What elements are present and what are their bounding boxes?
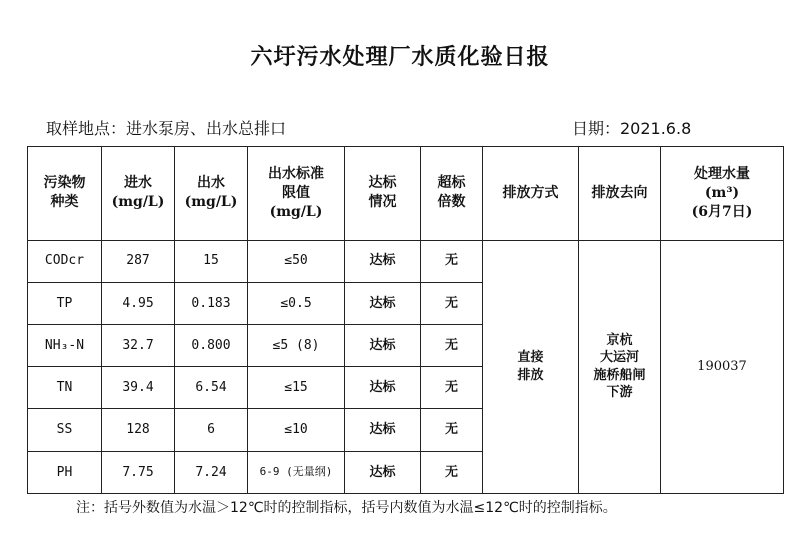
header-item: 污染物 种类 — [28, 147, 102, 241]
row-limit: ≤50 — [248, 240, 345, 282]
row-item: TP — [28, 282, 102, 324]
row-times-over: 无 — [421, 282, 483, 324]
row-item: PH — [28, 451, 102, 493]
row-influent: 4.95 — [102, 282, 175, 324]
row-effluent: 15 — [175, 240, 248, 282]
row-times-over: 无 — [421, 367, 483, 409]
row-effluent: 6.54 — [175, 367, 248, 409]
discharge-mode-cell: 直接 排放 — [483, 240, 579, 493]
row-influent: 7.75 — [102, 451, 175, 493]
row-times-over: 无 — [421, 325, 483, 367]
row-influent: 128 — [102, 409, 175, 451]
row-effluent: 7.24 — [175, 451, 248, 493]
table-header-row — [28, 147, 784, 241]
row-item: SS — [28, 409, 102, 451]
row-item: TN — [28, 367, 102, 409]
row-limit: 6-9 (无量纲) — [248, 451, 345, 493]
table-row — [28, 240, 784, 282]
row-influent: 32.7 — [102, 325, 175, 367]
header-volume: 处理水量 (m³) (6月7日) — [661, 147, 784, 241]
row-status: 达标 — [345, 367, 421, 409]
header-times-over: 超标 倍数 — [421, 147, 483, 241]
header-status: 达标 情况 — [345, 147, 421, 241]
row-effluent: 0.800 — [175, 325, 248, 367]
row-status: 达标 — [345, 451, 421, 493]
row-limit: ≤15 — [248, 367, 345, 409]
sample-location: 取样地点：进水泵房、出水总排口 — [46, 119, 287, 138]
row-times-over: 无 — [421, 451, 483, 493]
row-status: 达标 — [345, 282, 421, 324]
discharge-dest-cell: 京杭 大运河 施桥船闸 下游 — [579, 240, 661, 493]
row-limit: ≤5 (8) — [248, 325, 345, 367]
row-influent: 287 — [102, 240, 175, 282]
footnote: 注：括号外数值为水温＞12℃时的控制指标，括号内数值为水温≤12℃时的控制指标。 — [76, 500, 617, 516]
header-limit: 出水标准 限值 (mg/L) — [248, 147, 345, 241]
row-status: 达标 — [345, 325, 421, 367]
row-status: 达标 — [345, 240, 421, 282]
row-influent: 39.4 — [102, 367, 175, 409]
row-item: CODcr — [28, 240, 102, 282]
row-item: NH₃-N — [28, 325, 102, 367]
header-discharge-dest: 排放去向 — [579, 147, 661, 241]
row-limit: ≤10 — [248, 409, 345, 451]
row-effluent: 6 — [175, 409, 248, 451]
report-date: 日期：2021.6.8 — [572, 119, 692, 138]
water-quality-table — [27, 146, 784, 494]
row-times-over: 无 — [421, 240, 483, 282]
row-effluent: 0.183 — [175, 282, 248, 324]
header-effluent: 出水 (mg/L) — [175, 147, 248, 241]
report-title: 六圩污水处理厂水质化验日报 — [250, 45, 550, 70]
header-discharge-mode: 排放方式 — [483, 147, 579, 241]
volume-cell: 190037 — [661, 240, 784, 493]
header-influent: 进水 (mg/L) — [102, 147, 175, 241]
row-times-over: 无 — [421, 409, 483, 451]
row-limit: ≤0.5 — [248, 282, 345, 324]
row-status: 达标 — [345, 409, 421, 451]
